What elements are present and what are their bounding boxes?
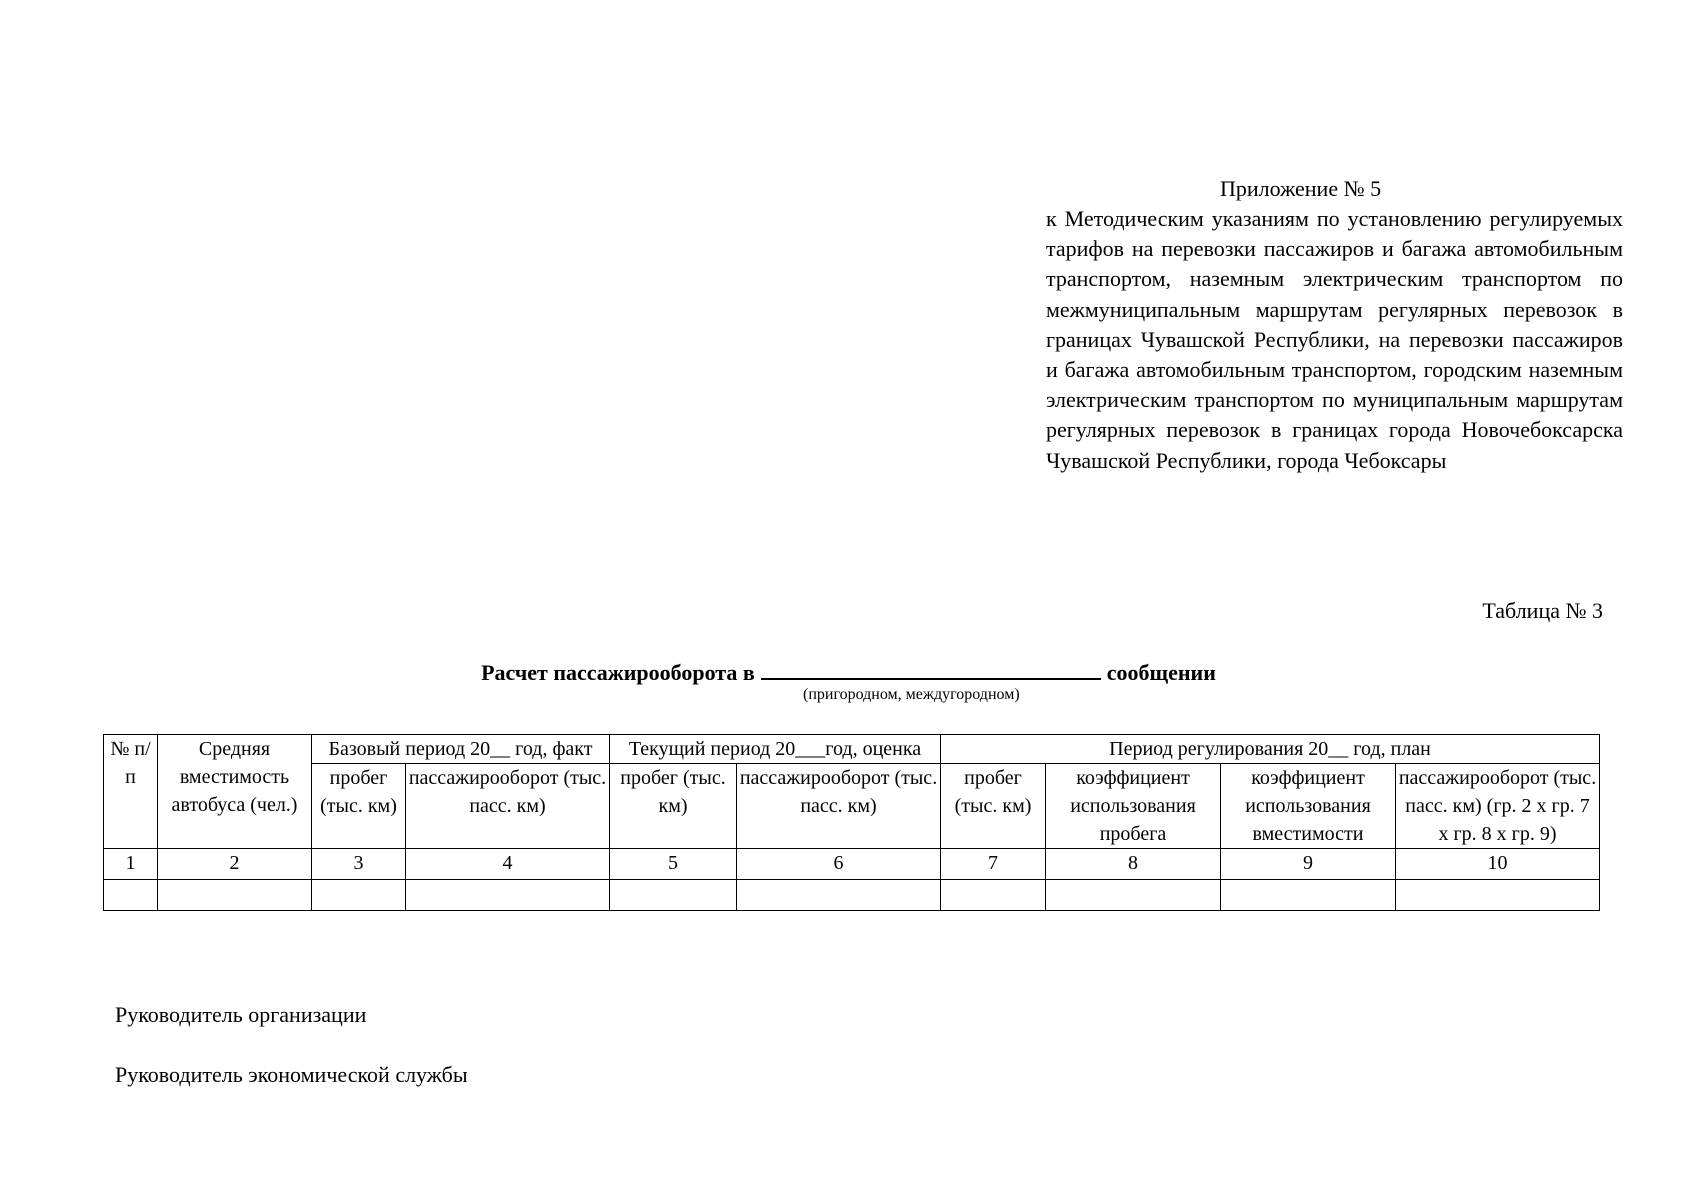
column-number: 6 — [737, 849, 941, 880]
empty-cell — [158, 880, 312, 911]
table-title-prefix: Расчет пассажирооборота в — [481, 660, 755, 685]
header-current-mileage: пробег (тыс. км) — [610, 764, 737, 849]
empty-cell — [941, 880, 1046, 911]
table-title — [0, 656, 1697, 686]
header-row-2 — [104, 764, 1600, 849]
header-base-mileage: пробег (тыс. км) — [312, 764, 406, 849]
empty-cell — [1221, 880, 1396, 911]
header-capacity: Средняя вместимость автобуса (чел.) — [158, 735, 312, 849]
header-plan-mileage: пробег (тыс. км) — [941, 764, 1046, 849]
empty-cell — [610, 880, 737, 911]
column-number: 8 — [1046, 849, 1221, 880]
table-title-suffix: сообщении — [1106, 660, 1216, 685]
header-current-turnover: пассажирооборот (тыс. пасс. км) — [737, 764, 941, 849]
header-mileage-factor: коэффициент использования пробега — [1046, 764, 1221, 849]
turnover-table — [103, 734, 1600, 911]
title-blank-line — [761, 656, 1101, 680]
column-number: 4 — [406, 849, 610, 880]
column-number: 10 — [1396, 849, 1600, 880]
annex-text: к Методическим указаниям по установлению регулируемых тарифов на перевозки пассажиров и багажа автомобильным транспортом, наземным электрическим транспортом по межмуниципальным маршрутам регулярных перевозок в границах Чувашской Республики, на перевозки пассажиров и багажа автомобильным транспортом, городским наземным электрическим транспортом по муниципальным маршрутам регулярных перевозок в границах города Новочебоксарска Чувашской Республики, города Чебоксары — [1046, 206, 1623, 473]
annex-title: Приложение № 5 — [1220, 176, 1382, 201]
column-number: 7 — [941, 849, 1046, 880]
signature-organization-head: Руководитель организации — [115, 1002, 367, 1027]
column-number-row — [104, 849, 1600, 880]
column-number: 2 — [158, 849, 312, 880]
empty-cell — [312, 880, 406, 911]
column-number: 3 — [312, 849, 406, 880]
header-row-1 — [104, 735, 1600, 764]
column-number: 9 — [1221, 849, 1396, 880]
header-base-period: Базовый период 20__ год, факт — [312, 735, 610, 764]
table-number: Таблица № 3 — [1482, 598, 1603, 623]
empty-cell — [1046, 880, 1221, 911]
header-plan-turnover: пассажирооборот (тыс. пасс. км) (гр. 2 х гр. 7 х гр. 8 х гр. 9) — [1396, 764, 1600, 849]
empty-cell — [1396, 880, 1600, 911]
empty-cell — [737, 880, 941, 911]
header-regulation-period: Период регулирования 20__ год, план — [941, 735, 1600, 764]
column-number: 1 — [104, 849, 158, 880]
header-num: № п/п — [104, 735, 158, 849]
column-number: 5 — [610, 849, 737, 880]
table-subtitle: (пригородном, междугородном) — [803, 686, 1020, 703]
header-base-turnover: пассажирооборот (тыс. пасс. км) — [406, 764, 610, 849]
signature-economic-head: Руководитель экономической службы — [115, 1062, 468, 1087]
empty-cell — [104, 880, 158, 911]
empty-cell — [406, 880, 610, 911]
header-capacity-factor: коэффициент использования вместимости — [1221, 764, 1396, 849]
empty-data-row — [104, 880, 1600, 911]
header-current-period: Текущий период 20___год, оценка — [610, 735, 941, 764]
